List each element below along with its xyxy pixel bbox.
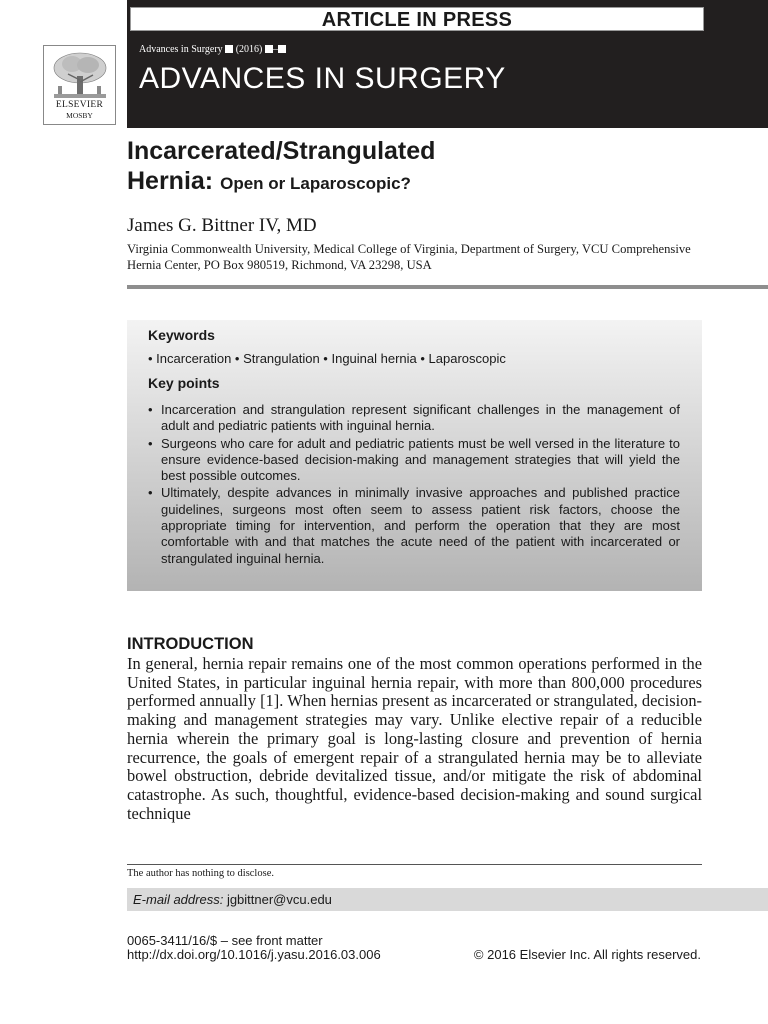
journal-line-year: (2016) xyxy=(235,44,263,55)
journal-title: ADVANCES IN SURGERY xyxy=(139,62,506,95)
email-label: E-mail address: xyxy=(133,892,224,907)
elsevier-logo xyxy=(43,45,116,125)
placeholder-square-icon xyxy=(265,45,273,53)
keypoint-item: • Surgeons who care for adult and pediatric patients must be well versed in the literature to ensure evidence-based decision-making and management strategies that will yield the best possible outcomes. xyxy=(148,436,680,485)
article-title-hernia: Hernia: xyxy=(127,167,214,195)
article-title-line-1: Incarcerated/Strangulated xyxy=(127,137,436,165)
copyright-notice: © 2016 Elsevier Inc. All rights reserved. xyxy=(473,947,701,962)
article-subtitle: Open or Laparoscopic? xyxy=(220,174,411,193)
keypoints-heading: Key points xyxy=(148,375,220,391)
email-link[interactable]: jgbittner@vcu.edu xyxy=(226,892,332,907)
introduction-body: In general, hernia repair remains one of the most common operations performed in the United States, in particular inguinal hernia repair, with more than 800,000 procedures performed annually [1]. When hernias present as incarcerated or strangulated, decision-making and management strategies may vary. Unlike elective repair of a reducible hernia wherein the primary goal is long-lasting closure and prevention of hernia recurrence, the goals of emergent repair of a strangulated hernia may be to alleviate bowel obstruction, debride devitalized tissue, and/or mitigate the risk of abdominal catastrophe. As such, thoughtful, evidence-based decision-making and sound surgical technique xyxy=(127,654,702,823)
keywords-list: • Incarceration • Strangulation • Inguinal hernia • Laparoscopic xyxy=(148,351,506,366)
doi-link[interactable]: http://dx.doi.org/10.1016/j.yasu.2016.03.006 xyxy=(127,947,381,962)
author-affiliation: Virginia Commonwealth University, Medical College of Virginia, Department of Surgery, VCU Comprehensive Hernia Center, PO Box 980519, Richmond, VA 23298, USA xyxy=(127,242,691,272)
email-band xyxy=(127,888,768,911)
article-title-line-2 xyxy=(127,167,411,196)
article-in-press-banner: ARTICLE IN PRESS xyxy=(130,7,704,31)
logo-imprint-name: MOSBY xyxy=(66,111,93,120)
issn-line: 0065-3411/16/$ – see front matter xyxy=(127,933,323,948)
journal-line-name: Advances in Surgery xyxy=(139,44,223,55)
journal-citation-line xyxy=(139,44,286,55)
author-name: James G. Bittner IV, MD xyxy=(127,215,317,236)
keypoint-item: • Incarceration and strangulation represent significant challenges in the management of adult and pediatric patients with inguinal hernia. xyxy=(148,402,680,435)
journal-line-dash: – xyxy=(272,44,278,55)
placeholder-square-icon xyxy=(278,45,286,53)
logo-publisher-name: ELSEVIER xyxy=(55,100,104,110)
footnote-divider xyxy=(127,864,702,865)
title-divider xyxy=(127,285,768,289)
keypoint-item: • Ultimately, despite advances in minimally invasive approaches and published practice guidelines, surgeons most often seem to assess patient risk factors, choose the appropriate timing for intervention, and perform the operation that they are most comfortable with and that matches the acute need of the patient with incarcerated or strangulated inguinal hernia. xyxy=(148,485,680,566)
keypoints-box xyxy=(127,320,702,591)
keywords-heading: Keywords xyxy=(148,327,215,343)
introduction-heading: INTRODUCTION xyxy=(127,635,254,653)
placeholder-square-icon xyxy=(225,45,233,53)
disclosure-note: The author has nothing to disclose. xyxy=(127,868,274,879)
keypoints-list xyxy=(148,402,680,568)
tree-logo-icon xyxy=(50,50,110,100)
